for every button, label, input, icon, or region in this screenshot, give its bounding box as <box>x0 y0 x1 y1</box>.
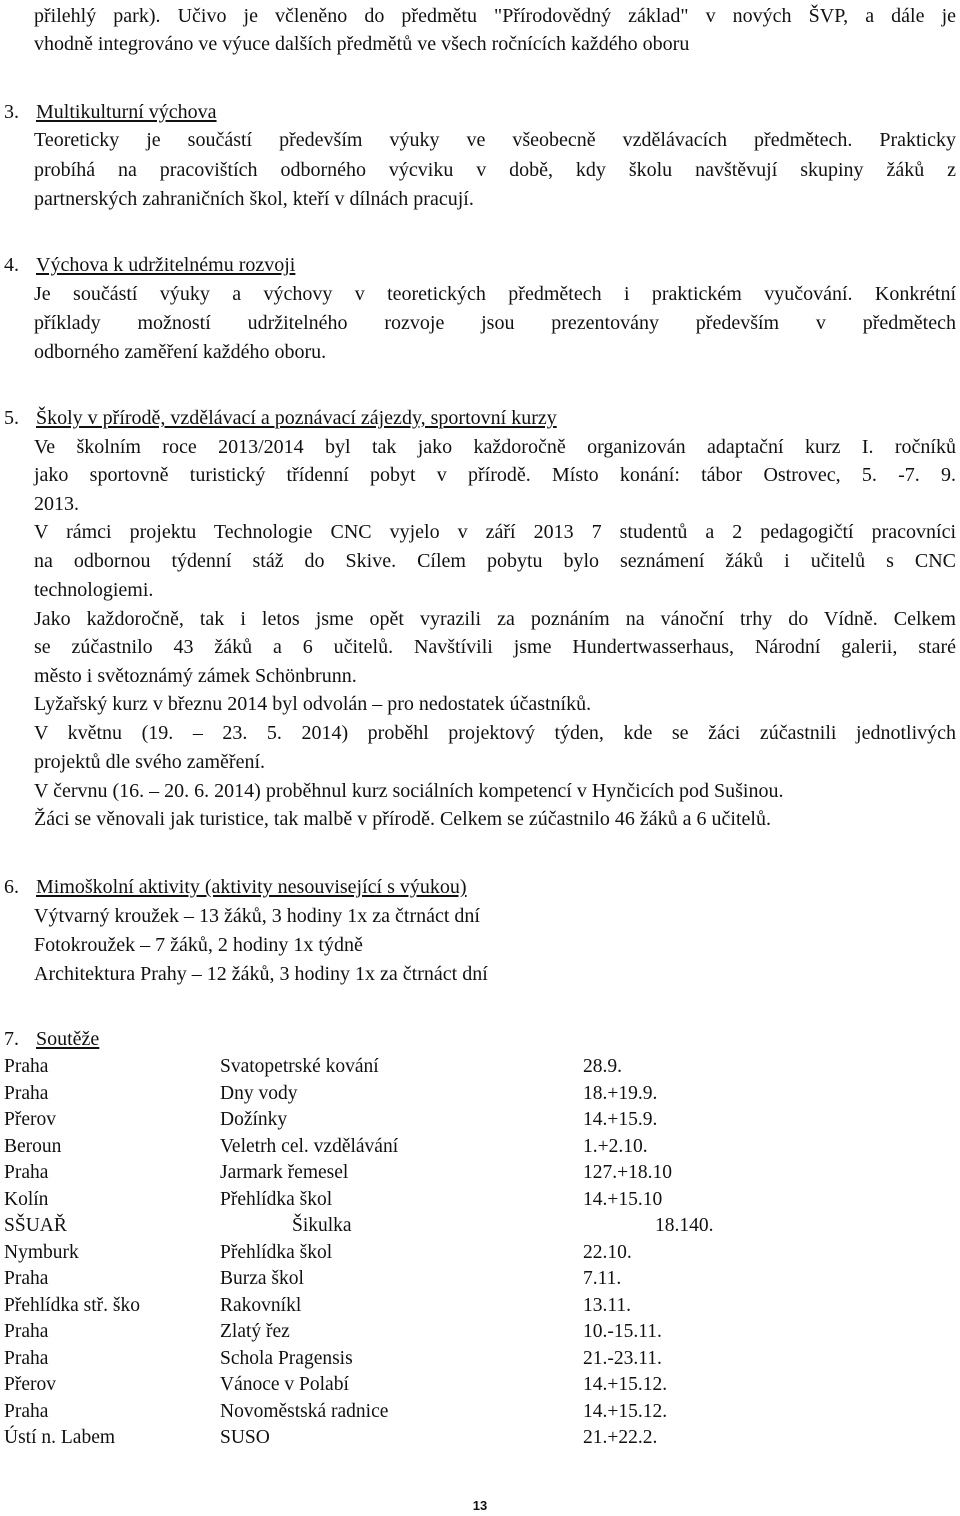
competition-date: 14.+15.10 <box>583 1188 663 1210</box>
section-title: Soutěže <box>36 1028 100 1050</box>
section-title: Multikulturní výchova <box>36 101 217 123</box>
competition-date: 7.11. <box>583 1268 622 1289</box>
section-number: 7. <box>4 1028 19 1050</box>
paragraph-line: projektů dle svého zaměření. <box>34 751 266 773</box>
table-row <box>4 1213 815 1240</box>
competition-place: Praha <box>4 1321 49 1342</box>
competition-place: Praha <box>4 1082 49 1104</box>
table-row <box>4 1240 815 1267</box>
paragraph-line: V rámci projektu Technologie CNC vyjelo v září 2013 7 studentů a 2 pedagogičtí pracovníci <box>34 521 956 543</box>
paragraph-line: Teoreticky je součástí především výuky ve všeobecně vzdělávacích předmětech. Prakticky <box>34 129 956 151</box>
paragraph-line: Žáci se věnovali jak turistice, tak malbě v přírodě. Celkem se zúčastnilo 46 žáků a 6 učitelů. <box>34 808 771 830</box>
table-row <box>4 1425 815 1452</box>
competition-event: Přehlídka škol <box>220 1241 333 1263</box>
competition-date: 28.9. <box>583 1056 622 1077</box>
competition-event: Přehlídka škol <box>220 1188 333 1210</box>
competition-place: Praha <box>4 1268 49 1289</box>
competition-date: 1.+2.10. <box>583 1135 648 1157</box>
competition-place: Ústí n. Labem <box>4 1427 116 1448</box>
table-row <box>4 1187 815 1214</box>
table-row <box>4 1134 815 1161</box>
table-row <box>4 1346 815 1373</box>
paragraph-line: probíhá na pracovištích odborného výcviku v době, kdy školu navštěvují skupiny žáků z <box>34 159 956 181</box>
table-row <box>4 1319 815 1346</box>
competition-event: Svatopetrské kování <box>220 1056 379 1077</box>
competition-event: Novoměstská radnice <box>220 1400 389 1422</box>
competition-place: Praha <box>4 1400 49 1422</box>
competition-date: 14.+15.9. <box>583 1109 658 1130</box>
competition-place: Beroun <box>4 1135 62 1157</box>
competition-event: Burza škol <box>220 1268 304 1289</box>
section-heading-multikulturni <box>4 99 217 125</box>
paragraph-line: technologiemi. <box>34 579 154 601</box>
paragraph-line: odborného zaměření každého oboru. <box>34 341 327 363</box>
competition-date: 14.+15.12. <box>583 1374 668 1395</box>
competition-place: Praha <box>4 1347 49 1369</box>
paragraph-line: jako sportovně turistický třídenní pobyt v přírodě. Místo konání: tábor Ostrovec, 5. -7. 9. <box>34 464 956 486</box>
competition-event: Vánoce v Polabí <box>220 1374 349 1395</box>
paragraph-line: V květnu (19. – 23. 5. 2014) proběhl projektový týden, kde se žáci zúčastnili jednotlivých <box>34 722 956 744</box>
paragraph-line: Ve školním roce 2013/2014 byl tak jako každoročně organizován adaptační kurz I. ročníků <box>34 436 956 458</box>
competition-event: SUSO <box>220 1427 270 1448</box>
competition-place: Kolín <box>4 1188 49 1210</box>
section-heading-skoly-v-prirode <box>4 405 557 431</box>
table-row <box>4 1372 815 1399</box>
competition-event: Zlatý řez <box>220 1321 290 1342</box>
table-row <box>4 1054 815 1081</box>
activity-line: Architektura Prahy – 12 žáků, 3 hodiny 1x za čtrnáct dní <box>34 963 488 985</box>
paragraph-line: město i světoznámý zámek Schönbrunn. <box>34 665 357 687</box>
competition-date: 21.+22.2. <box>583 1427 658 1448</box>
activity-line: Fotokroužek – 7 žáků, 2 hodiny 1x týdně <box>34 934 363 956</box>
section-number: 4. <box>4 254 19 276</box>
intro-line: přilehlý park). Učivo je včleněno do předmětu "Přírodovědný základ" v nových ŠVP, a dále je <box>34 5 956 27</box>
competition-event: Dny vody <box>220 1082 298 1104</box>
competition-date: 18.+19.9. <box>583 1082 658 1104</box>
paragraph-line: partnerských zahraničních škol, kteří v dílnách pracují. <box>34 188 474 210</box>
competition-place: Přerov <box>4 1374 56 1395</box>
competition-date: 10.-15.11. <box>583 1321 662 1342</box>
competition-date: 21.-23.11. <box>583 1347 662 1369</box>
section-number: 5. <box>4 407 19 429</box>
table-row <box>4 1160 815 1187</box>
competition-date: 22.10. <box>583 1241 632 1263</box>
paragraph-line: Jako každoročně, tak i letos jsme opět vyrazili za poznáním na vánoční trhy do Vídně. Celkem <box>34 608 956 630</box>
competition-event: Dožínky <box>220 1109 288 1130</box>
paragraph-line: příklady možností udržitelného rozvoje jsou prezentovány především v předmětech <box>34 312 956 334</box>
competition-date: 13.11. <box>583 1294 632 1316</box>
competition-event: Schola Pragensis <box>220 1347 353 1369</box>
competition-place: Praha <box>4 1056 49 1077</box>
page-number: 13 <box>472 1498 488 1513</box>
activity-line: Výtvarný kroužek – 13 žáků, 3 hodiny 1x za čtrnáct dní <box>34 905 480 927</box>
paragraph-line: 2013. <box>34 493 79 515</box>
competition-event: Rakovníkl <box>220 1294 302 1316</box>
section-number: 3. <box>4 101 19 123</box>
competition-event: Šikulka <box>292 1215 352 1236</box>
intro-line: vhodně integrováno ve výuce dalších předmětů ve všech ročnících každého oboru <box>34 33 690 55</box>
section-number: 6. <box>4 876 19 898</box>
section-heading-mimoskolni-aktivity <box>4 874 467 900</box>
competition-place: SŠUAŘ <box>4 1215 67 1236</box>
competitions-table <box>4 1054 815 1452</box>
competition-place: Přerov <box>4 1109 56 1130</box>
section-heading-udrzitelny-rozvoj <box>4 252 295 278</box>
table-row <box>4 1266 815 1293</box>
section-title: Školy v přírodě, vzdělávací a poznávací zájezdy, sportovní kurzy <box>36 407 557 429</box>
section-title: Mimoškolní aktivity (aktivity nesouvisející s výukou) <box>36 876 467 898</box>
table-row <box>4 1081 815 1108</box>
section-heading-souteze <box>4 1026 99 1052</box>
section-title: Výchova k udržitelnému rozvoji <box>36 254 296 276</box>
competition-date: 18.140. <box>655 1215 714 1236</box>
paragraph-line: se zúčastnilo 43 žáků a 6 učitelů. Navštívili jsme Hundertwasserhaus, Národní galerii, staré <box>34 636 956 658</box>
competition-event: Jarmark řemesel <box>220 1162 349 1183</box>
competition-date: 14.+15.12. <box>583 1400 668 1422</box>
table-row <box>4 1107 815 1134</box>
paragraph-line: V červnu (16. – 20. 6. 2014) proběhnul kurz sociálních kompetencí v Hynčicích pod Sušinou. <box>34 780 784 802</box>
competition-place: Přehlídka stř. ško <box>4 1294 140 1316</box>
competition-date: 127.+18.10 <box>583 1162 672 1183</box>
paragraph-line: na odbornou týdenní stáž do Skive. Cílem pobytu bylo seznámení žáků i učitelů s CNC <box>34 550 956 572</box>
table-row <box>4 1399 815 1426</box>
paragraph-line: Je součástí výuky a výchovy v teoretických předmětech i praktickém vyučování. Konkrétní <box>34 283 956 305</box>
paragraph-line: Lyžařský kurz v březnu 2014 byl odvolán – pro nedostatek účastníků. <box>34 693 592 715</box>
table-row <box>4 1293 815 1320</box>
competition-place: Praha <box>4 1162 49 1183</box>
competition-place: Nymburk <box>4 1241 79 1263</box>
competition-event: Veletrh cel. vzdělávání <box>220 1135 399 1157</box>
